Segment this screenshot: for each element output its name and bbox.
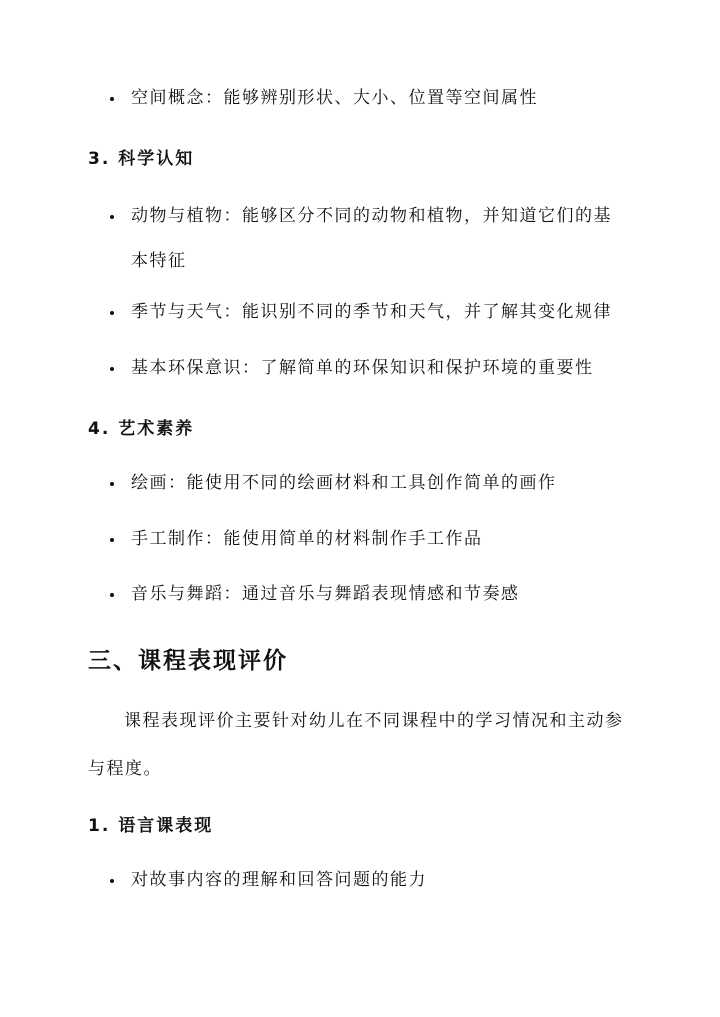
list-item-text: 音乐与舞蹈：通过音乐与舞蹈表现情感和节奏感 <box>131 584 520 604</box>
list-item <box>0 572 720 617</box>
bullet-icon <box>110 482 114 486</box>
list-item <box>0 194 720 284</box>
list-item <box>0 517 720 562</box>
list-item <box>0 858 720 903</box>
body-paragraph: 课程表现评价主要针对幼儿在不同课程中的学习情况和主动参与程度。 <box>88 711 624 779</box>
list-item-text: 手工制作：能使用简单的材料制作手工作品 <box>131 529 483 549</box>
sub-heading-science: 3. 科学认知 <box>88 149 195 169</box>
list-item <box>0 76 720 121</box>
list-item <box>0 346 720 391</box>
list-item-text: 绘画：能使用不同的绘画材料和工具创作简单的画作 <box>131 473 557 493</box>
list-item <box>0 461 720 506</box>
bullet-icon <box>110 97 114 101</box>
bullet-icon <box>110 215 114 219</box>
section-title: 三、课程表现评价 <box>88 648 288 674</box>
bullet-icon <box>110 593 114 597</box>
list-item-text: 季节与天气：能识别不同的季节和天气，并了解其变化规律 <box>131 302 612 322</box>
bullet-icon <box>110 367 114 371</box>
bullet-icon <box>110 311 114 315</box>
list-item-text: 动物与植物：能够区分不同的动物和植物，并知道它们的基本特征 <box>131 206 612 271</box>
bullet-icon <box>110 879 114 883</box>
list-item-text: 对故事内容的理解和回答问题的能力 <box>131 870 427 890</box>
bullet-icon <box>110 538 114 542</box>
list-item-text: 基本环保意识：了解简单的环保知识和保护环境的重要性 <box>131 358 594 378</box>
sub-heading-art: 4. 艺术素养 <box>88 419 195 439</box>
sub-heading-language: 1. 语言课表现 <box>88 816 214 836</box>
list-item-text: 空间概念：能够辨别形状、大小、位置等空间属性 <box>131 88 538 108</box>
list-item <box>0 290 720 335</box>
